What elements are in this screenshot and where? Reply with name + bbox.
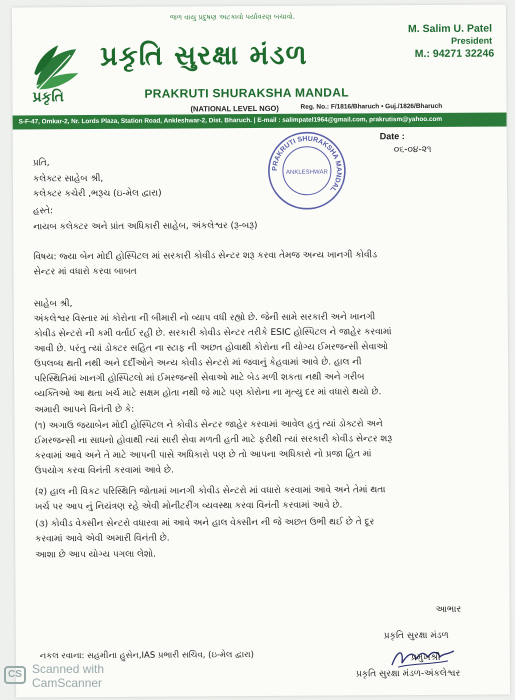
logo-text: પ્રકૃતિ: [32, 89, 64, 106]
recipient-haste: હસ્તે:: [33, 206, 54, 217]
letter-page: [12, 4, 510, 697]
president-name: M. Salim U. Patel: [407, 22, 493, 36]
paragraph-line: ઉપયોગ કરવા વિનંતી કરવામાં આવે છે.: [34, 465, 174, 477]
paragraph-line: વ્યક્તિઓ આ થતા ખર્ચ માટે સક્ષમ હોતા નથી જે માટે પણ કોરોના ના મૃત્યુ દર માં વધારો થયો છે.: [34, 387, 382, 400]
date-value: ૦૬-૦૪-૨૧: [393, 144, 432, 156]
camscanner-logo-icon: CS: [4, 666, 26, 684]
date-label: Date :: [379, 131, 405, 142]
subject-line1: વિષય: જ્યા બેન મોદી હોસ્પિટલ માં સરકારી કોવીડ સેન્ટર શરૂ કરવા તેમજ અન્ય ખાનગી કોવીડ: [33, 250, 378, 263]
org-name-english: PRAKRUTI SHURAKSHA MANDAL: [144, 85, 349, 101]
closing-line: આશા છે આપ યોગ્ય પગલા લેશો.: [35, 549, 157, 561]
registration-number: Reg. No.: F/1816/Bharuch • Guj./1826/Bharuch: [300, 102, 443, 111]
signature-title: પ્રમુખશ્રી: [410, 652, 441, 664]
stamp-ring-text: PRAKRUTI SHURAKSHA MANDAL: [271, 135, 342, 193]
watermark-line2: CamScanner: [32, 676, 103, 690]
paragraph-line: કરવામાં આવે એવી અમારી વિનંતી છે.: [35, 533, 170, 545]
paragraph-line: આવી છે. પરંતુ ત્યાં ડોક્ટર સહિત ના સ્ટાફ ની અછત હોવાથી કોરોના ની યોગ્ય ઈમરજન્સી સેવાઓ: [33, 342, 388, 355]
recipient-line2: કલેક્ટર કચેરી ,ભરૂચ (ઇ-મેલ દ્વારા): [33, 188, 162, 200]
paragraph-line: ખર્ચ પર આપ નું નિયંત્રણ રહે એવી મોનીટરીંગ વ્યવસ્થા કરવા વિનંતી કરવામાં આવે છે.: [34, 500, 343, 513]
signature-org: પ્રકૃતિ સુરક્ષા મંડળ: [383, 630, 449, 642]
org-name-gujarati: પ્રકૃતિ સુરક્ષા મંડળ: [100, 39, 308, 72]
paragraph-line: પરિસ્થિતિમાં ખાનગી હોસ્પિટલો માં ઈમરજન્સી સેવાઓ માટે બેડ મળી શકતા નથી અને ગરીબ: [34, 372, 365, 385]
paragraph-line: કરવામાં આવે અને તે માટે આપની પાસે અધિકારો પણ છે તો આપના અધિકારો નો પ્રજા હિત માં: [34, 449, 372, 462]
paragraph-line: અંકલેશ્વર વિસ્તાર માં કોરોના ની બીમારી નો વ્યાપ વધી રહ્યો છે. જેની સામે સરકારી અને ખાનગી: [33, 312, 376, 325]
thanks-text: આભાર: [435, 604, 462, 615]
subject-line2: સેન્ટર માં વધારો કરવા બાબત: [33, 266, 137, 278]
paragraph-line: (૨) હાલ ની વિકટ પરિસ્થિતિ જોતામાં ખાનગી કોવીડ સેન્ટરો માં વધારો કરવામાં આવે અને તેમાં થતા: [34, 485, 386, 498]
paragraph-line: (૧) અગાઉ જયાબેન મોદી હોસ્પિટલ ને કોવીડ સેન્ટર જાહેર કરવામાં આવેલ હતું ત્યાં ડોક્ટરો અને: [34, 419, 383, 432]
signature-full: પ્રકૃતિ સુરક્ષા મંડળ-અંકલેશ્વર: [355, 668, 461, 680]
copy-to-line: નકલ રવાના: સહમીના હુસેન,IAS પ્રભારી સચિવ, (ઇ-મેલ દ્વારા): [39, 650, 254, 662]
watermark-line1: Scanned with: [32, 662, 105, 676]
paragraph-line: ઉપલબ્ધ થતી નથી અને દર્દીઓને અન્ય કોવીડ સેન્ટરો માં જવાનું કેહવામાં આવે છે. હાલ ની: [34, 357, 362, 370]
salutation: સાહેબ શ્રી,: [33, 299, 73, 310]
stamp-center-text: ANKLESHWAR: [285, 169, 328, 176]
recipient-prati: પ્રતિ,: [32, 158, 50, 169]
paragraph-line: ઈમરજન્સી ના સાધનો હોવાથી ત્યાં સારી સેવા મળતી હતી માટે ફરીથી ત્યાં સરકારી કોવીડ સેન્ટર શરૂ: [34, 434, 393, 447]
paragraph-line: (૩) કોવીડ વેક્સીન સેન્ટરો વધારવા માં આવે અને હાલ વેક્સીન ની જે અછત ઉભી થઈ છે તે દૂર: [35, 517, 375, 530]
tagline: જળ વાયુ પ્રદુષણ અટકાવો પર્યાવરણ બચાવો.: [169, 12, 296, 22]
paragraph-line: કોવીડ સેન્ટરો ની કમી વર્તાઈ રહી છે. સરકારી કોવીડ સેન્ટર તરીકે ESIC હોસ્પિટલ ને જાહેર કરવામાં: [33, 327, 392, 340]
recipient-line1: કલેક્ટર સાહેબ શ્રી,: [32, 173, 104, 185]
request-intro: અમારી આપને વિનંતી છે કે:: [34, 404, 135, 416]
camscanner-watermark: [4, 662, 184, 696]
president-mobile: M.: 94271 32246: [414, 47, 495, 61]
recipient-line3: નાયબ કલેક્ટર અને પ્રાંત અધિકારી સાહેબ, અંકલેશ્વર (રૂ-બરૂ): [33, 221, 258, 233]
org-level: (NATIONAL LEVEL NGO): [190, 103, 279, 114]
president-title: President: [451, 35, 493, 46]
address-bar: S-F-47, Omkar-2, Nr. Lords Plaza, Station Road, Ankleshwar-2, Dist. Bharuch. | E-mail : salimpatel1964@gmail.com, prakrutism@yahoo.com: [13, 112, 507, 129]
